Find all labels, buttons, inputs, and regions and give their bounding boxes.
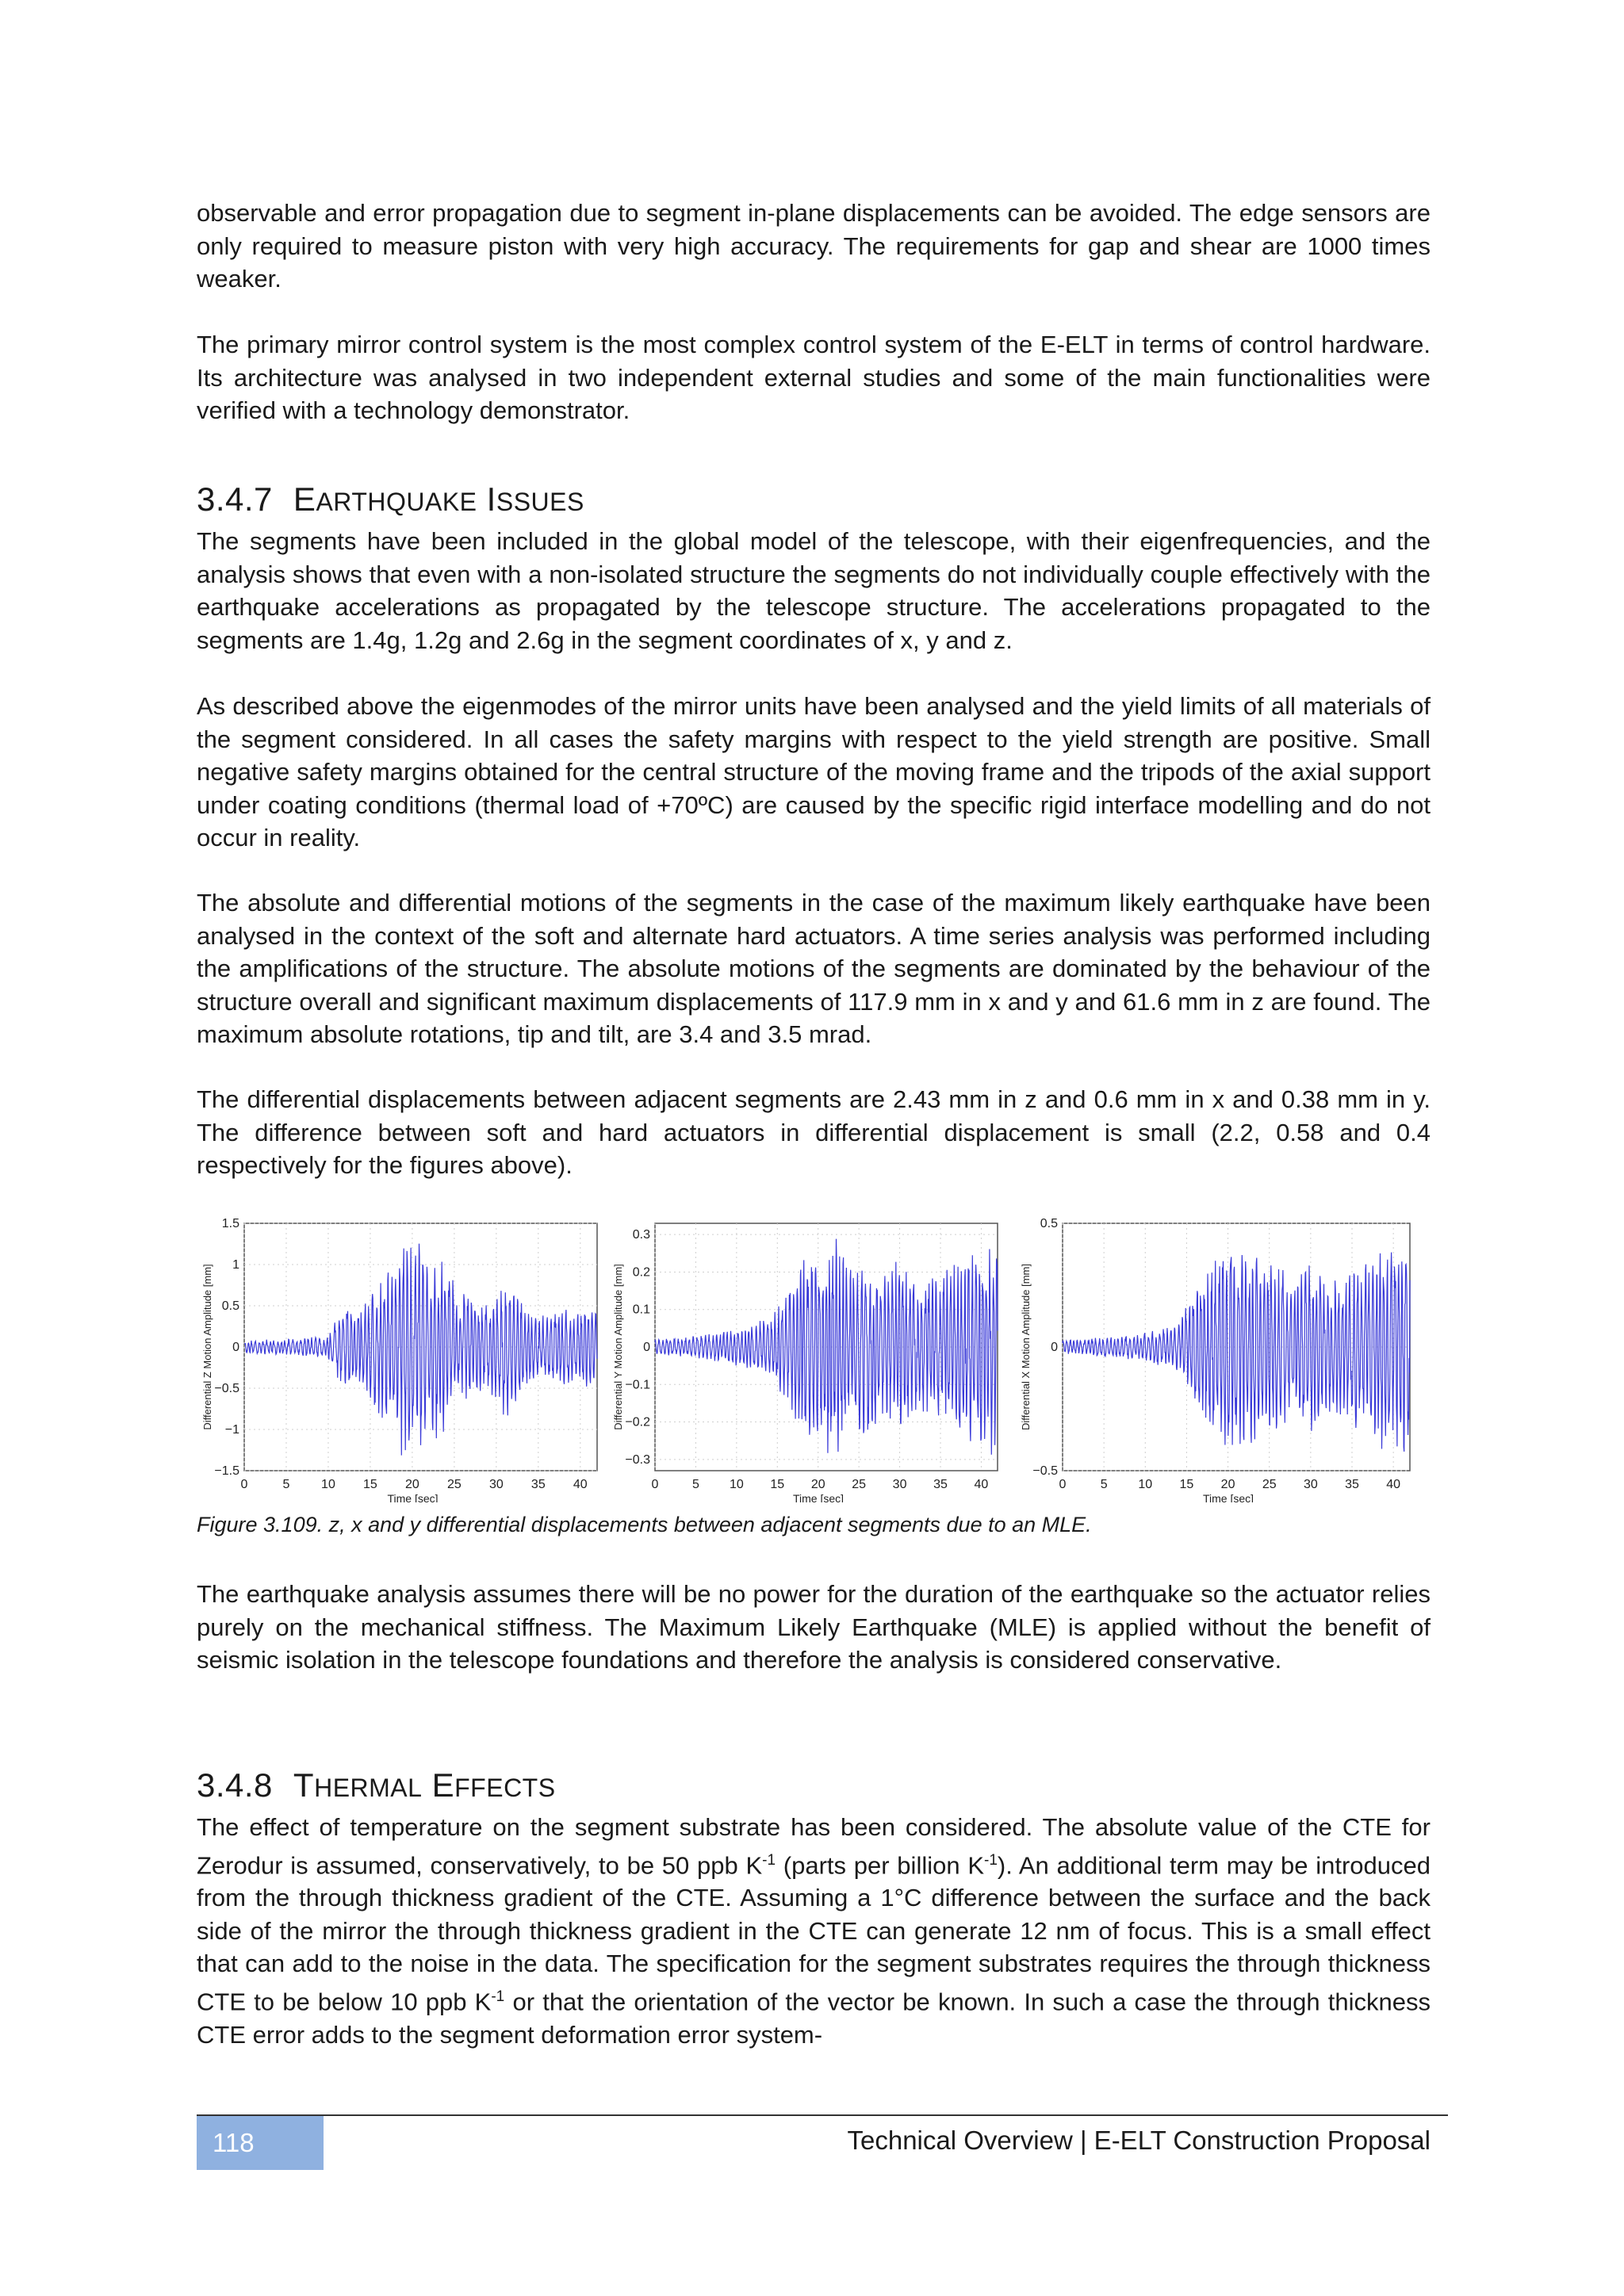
text-run: ). An additional term may be introduced from the through thickness gradient of the CTE. Assuming a 1°C difference between the surface and the back side of the mirror the through thickness gradient in the CTE can generate 12 nm of focus. This is a small effect that can add to the noise in the data. The specification for the segment substrates requires the through thickness CTE to be below 10 ppb K [197,1850,1431,2016]
x-axis-label: Time [sec] [792,1492,845,1502]
paragraph-3 [197,525,1431,656]
paragraph-2 [197,328,1431,427]
y-tick-label: 0 [232,1341,239,1354]
y-tick-label: −0.3 [625,1452,650,1467]
body-text: The absolute and differential motions of the segments in the case of the maximum likely earthquake have been analysed in the context of the soft and alternate hard actuators. A time series analysis was performed including the amplifications of the structure. The absolute motions of the segments are dominated by the behaviour of the structure overall and significant maximum displacements of 117.9 mm in x and y and 61.6 mm in z are found. The maximum absolute rotations, tip and tilt, are 3.4 and 3.5 mrad. [197,889,1431,1048]
paragraph-8 [197,1811,1431,2051]
x-axis-label: Time [sec] [387,1492,439,1502]
x-tick-label: 35 [933,1478,948,1491]
x-tick-label: 40 [974,1478,989,1491]
heading-initial: E [431,1766,455,1804]
x-tick-label: 20 [810,1478,825,1491]
y-tick-label: 1.5 [221,1217,239,1230]
heading-smallcaps: ARTHQUAKE [316,488,477,516]
x-tick-label: 5 [282,1478,290,1491]
y-axis-label: Differential X Motion Amplitude [mm] [1020,1263,1032,1431]
y-tick-label: −0.5 [214,1382,239,1395]
x-tick-label: 20 [1220,1478,1235,1491]
heading-smallcaps: HERMAL [314,1774,423,1802]
superscript: -1 [762,1851,776,1869]
body-text: The differential displacements between adjacent segments are 2.43 mm in z and 0.6 mm in x and 0.38 mm in y. The difference between soft and hard actuators in differential displacement is small (2.2, 0.58 and 0.4 respectively for the figures above). [197,1085,1431,1179]
x-tick-label: 25 [1262,1478,1277,1491]
section-number: 3.4.7 [197,480,273,518]
figure-caption: Figure 3.109. z, x and y differential displacements between adjacent segments due to an MLE. [197,1513,1092,1536]
x-tick-label: 5 [691,1478,699,1491]
body-text: observable and error propagation due to segment in-plane displacements can be avoided. The edge sensors are only required to measure piston with very high accuracy. The requirements for gap and shear are 1000 times weaker. [197,199,1431,293]
x-axis-label: Time [sec] [1202,1492,1254,1502]
text-run: (parts per billion K [776,1850,984,1879]
paragraph-4 [197,690,1431,855]
x-tick-label: 10 [1138,1478,1153,1491]
y-tick-label: 0 [1051,1341,1058,1354]
paragraph-7 [197,1578,1431,1677]
x-tick-label: 15 [1179,1478,1194,1491]
heading-initial: E [293,480,316,518]
paragraph-6 [197,1083,1431,1182]
section-heading-3-4-7 [197,480,584,519]
body-text: The earthquake analysis assumes there will be no power for the duration of the earthquake so the actuator relies purely on the mechanical stiffness. The Maximum Likely Earthquake (MLE) is applied without the benefit of seismic isolation in the telescope foundations and therefore the analysis is considered conservative. [197,1580,1431,1674]
plot-panel [1020,1217,1410,1502]
footer-rule [197,2114,1448,2116]
y-axis-label: Differential Y Motion Amplitude [mm] [612,1264,624,1430]
figure-3-109-plots [197,1217,1418,1502]
x-tick-label: 15 [363,1478,377,1491]
body-text: As described above the eigenmodes of the mirror units have been analysed and the yield limits of all materials of the segment considered. In all cases the safety margins with respect to the yield strength are positive. Small negative safety margins obtained for the central structure of the moving frame and the tripods of the axial support under coating conditions (thermal load of +70ºC) are caused by the specific rigid interface modelling and do not occur in reality. [197,692,1431,851]
x-tick-label: 35 [530,1478,546,1491]
x-tick-label: 30 [1303,1478,1318,1491]
x-tick-label: 40 [1386,1478,1401,1491]
y-tick-label: 0.2 [632,1265,650,1280]
superscript: -1 [984,1851,998,1869]
y-tick-label: −0.2 [625,1415,650,1429]
y-tick-label: −0.1 [625,1378,650,1392]
y-tick-label: 0.5 [221,1299,239,1313]
heading-initial: T [293,1766,315,1804]
superscript: -1 [491,1988,505,2005]
x-tick-label: 5 [1100,1478,1108,1491]
y-axis-label: Differential Z Motion Amplitude [mm] [201,1264,213,1430]
y-tick-label: 1 [232,1258,239,1272]
body-text: The segments have been included in the global model of the telescope, with their eigenfrequencies, and the analysis shows that even with a non-isolated structure the segments do not individually couple effectively with the earthquake accelerations as propagated by the telescope structure. The accelerations propagated to the segments are 1.4g, 1.2g and 2.6g in the segment coordinates of x, y and z. [197,527,1431,654]
heading-smallcaps: SSUES [496,488,584,516]
plot-panel [201,1217,597,1502]
x-tick-label: 40 [573,1478,588,1491]
section-number: 3.4.8 [197,1766,273,1804]
text-run: The effect of temperature on the segment substrate has been considered. The absolute value of the CTE for Zerodur is assumed, conservatively, to be 50 ppb K [197,1813,1431,1879]
heading-initial: I [486,480,496,518]
y-tick-label: −0.5 [1032,1464,1058,1478]
figure-plots [197,1217,1418,1506]
x-tick-label: 25 [852,1478,867,1491]
x-tick-label: 30 [488,1478,504,1491]
paragraph-5 [197,886,1431,1051]
body-text [197,1811,1431,2051]
x-tick-label: 0 [240,1478,248,1491]
heading-smallcaps: FFECTS [454,1774,556,1802]
y-tick-label: 0.3 [632,1228,650,1242]
text-run: or that the orientation of the vector be known. In such a case the through thickness CTE error adds to the segment deformation error system- [197,1988,1431,2049]
y-tick-label: −1.5 [214,1464,239,1478]
plot-panel [612,1223,998,1502]
x-tick-label: 0 [1059,1478,1067,1491]
section-heading-3-4-8 [197,1766,556,1804]
x-tick-label: 0 [651,1478,659,1491]
x-tick-label: 15 [770,1478,785,1491]
y-tick-label: −1 [224,1423,239,1437]
page-number: 118 [197,2116,324,2170]
x-tick-label: 20 [405,1478,419,1491]
x-tick-label: 35 [1345,1478,1359,1491]
footer-title: Technical Overview | E-ELT Construction Proposal [847,2126,1431,2155]
y-tick-label: 0 [643,1341,650,1354]
y-tick-label: 0.5 [1040,1217,1058,1230]
paragraph-1 [197,197,1431,296]
x-tick-label: 30 [892,1478,907,1491]
x-tick-label: 25 [446,1478,462,1491]
body-text: The primary mirror control system is the most complex control system of the E-ELT in terms of control hardware. Its architecture was analysed in two independent external studies and some of the main functionalities were verified with a technology demonstrator. [197,331,1431,424]
y-tick-label: 0.1 [632,1303,650,1317]
x-tick-label: 10 [729,1478,744,1491]
x-tick-label: 10 [321,1478,335,1491]
